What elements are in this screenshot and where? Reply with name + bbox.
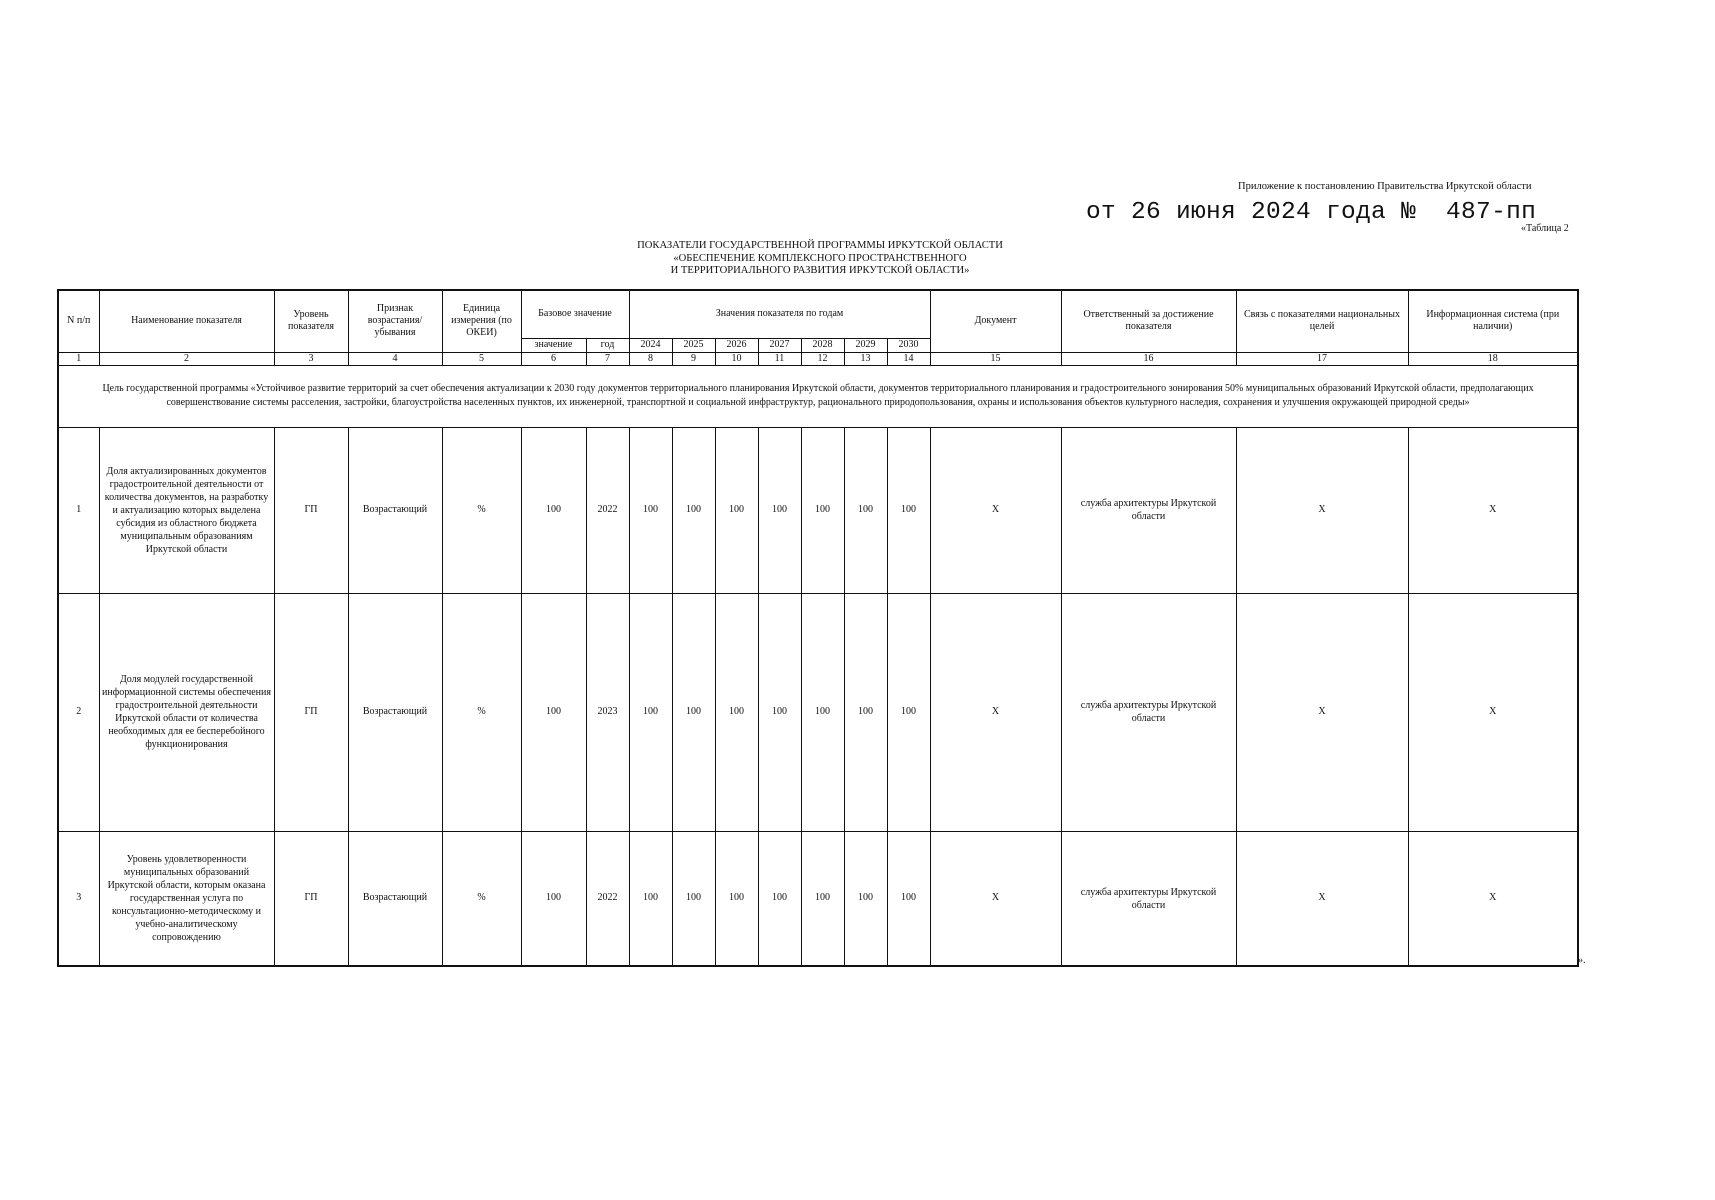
header-row: [58, 290, 1578, 338]
year-value: 100: [801, 831, 844, 966]
year-value: 100: [887, 427, 930, 593]
table-row: [58, 831, 1578, 966]
indicator-unit: %: [442, 593, 521, 831]
year-value: 100: [758, 593, 801, 831]
indicator-unit: %: [442, 831, 521, 966]
header-document: Документ: [930, 290, 1061, 352]
header-year: 2026: [715, 338, 758, 352]
closing-quote: ».: [1578, 955, 1586, 966]
title-line: «ОБЕСПЕЧЕНИЕ КОМПЛЕКСНОГО ПРОСТРАНСТВЕННОГО: [673, 252, 967, 264]
indicator-unit: %: [442, 427, 521, 593]
column-numbers-row: [58, 352, 1578, 365]
indicator-name: Уровень удовлетворенности муниципальных образований Иркутской области, которым оказана государственная услуга по консультационно-методическому и учебно-аналитическому сопровождению: [99, 831, 274, 966]
column-number: 8: [629, 352, 672, 365]
document-cell: Х: [930, 427, 1061, 593]
base-value: 100: [521, 427, 586, 593]
column-number: 18: [1408, 352, 1578, 365]
base-value: 100: [521, 593, 586, 831]
header-year: 2028: [801, 338, 844, 352]
column-number: 14: [887, 352, 930, 365]
indicator-level: ГП: [274, 831, 348, 966]
link-cell: Х: [1236, 427, 1408, 593]
base-year: 2022: [586, 427, 629, 593]
column-number: 17: [1236, 352, 1408, 365]
link-cell: Х: [1236, 831, 1408, 966]
row-num: 2: [58, 593, 99, 831]
table-row: [58, 593, 1578, 831]
column-number: 7: [586, 352, 629, 365]
year-value: 100: [715, 593, 758, 831]
table-number: «Таблица 2: [1521, 223, 1569, 234]
responsible-cell: служба архитектуры Иркутской области: [1061, 427, 1236, 593]
column-number: 2: [99, 352, 274, 365]
responsible-cell: служба архитектуры Иркутской области: [1061, 593, 1236, 831]
indicator-level: ГП: [274, 593, 348, 831]
year-value: 100: [672, 831, 715, 966]
year-value: 100: [715, 427, 758, 593]
info-system-cell: Х: [1408, 593, 1578, 831]
indicators-table: [57, 289, 1579, 967]
indicator-name: Доля актуализированных документов градостроительной деятельности от количества документов, на разработку и актуализацию которых выделена субсидия из областного бюджета муниципальным образованиям Иркутской области: [99, 427, 274, 593]
indicator-trend: Возрастающий: [348, 427, 442, 593]
year-value: 100: [672, 593, 715, 831]
column-number: 3: [274, 352, 348, 365]
column-number: 16: [1061, 352, 1236, 365]
header-year: 2030: [887, 338, 930, 352]
header-year: 2027: [758, 338, 801, 352]
column-number: 4: [348, 352, 442, 365]
header-year: 2025: [672, 338, 715, 352]
year-value: 100: [887, 831, 930, 966]
base-value: 100: [521, 831, 586, 966]
indicator-trend: Возрастающий: [348, 831, 442, 966]
column-number: 13: [844, 352, 887, 365]
column-number: 11: [758, 352, 801, 365]
goal-row: [58, 365, 1578, 427]
year-value: 100: [844, 831, 887, 966]
year-value: 100: [672, 427, 715, 593]
year-value: 100: [758, 427, 801, 593]
column-number: 5: [442, 352, 521, 365]
column-number: 6: [521, 352, 586, 365]
year-value: 100: [801, 427, 844, 593]
document-title: [560, 240, 1080, 278]
row-num: 3: [58, 831, 99, 966]
responsible-cell: служба архитектуры Иркутской области: [1061, 831, 1236, 966]
column-number: 10: [715, 352, 758, 365]
header-responsible: Ответственный за достижение показателя: [1061, 290, 1236, 352]
program-goal: Цель государственной программы «Устойчивое развитие территорий за счет обеспечения актуализации к 2030 году документов территориального планирования Иркутской области, документов территориального планирования и градостроительного зонирования 50% муниципальных образований Иркутской области, предполагающих совершенствование системы расселения, застройки, благоустройства населенных пунктов, их инженерной, транспортной и социальной инфраструктур, рационального природопользования, охраны и использования объектов культурного наследия, сохранения и улучшения окружающей природной среды»: [58, 365, 1578, 427]
column-number: 1: [58, 352, 99, 365]
table-row: [58, 427, 1578, 593]
year-value: 100: [629, 831, 672, 966]
year-value: 100: [887, 593, 930, 831]
link-cell: Х: [1236, 593, 1408, 831]
header-year: 2029: [844, 338, 887, 352]
row-num: 1: [58, 427, 99, 593]
header-base: Базовое значение: [521, 290, 629, 338]
header-name: Наименование показателя: [99, 290, 274, 352]
title-line: И ТЕРРИТОРИАЛЬНОГО РАЗВИТИЯ ИРКУТСКОЙ ОБЛАСТИ»: [670, 265, 970, 277]
column-number: 9: [672, 352, 715, 365]
year-value: 100: [629, 593, 672, 831]
header-trend: Признак возрастания/убывания: [348, 290, 442, 352]
base-year: 2022: [586, 831, 629, 966]
indicator-level: ГП: [274, 427, 348, 593]
year-value: 100: [844, 593, 887, 831]
header-level: Уровень показателя: [274, 290, 348, 352]
header-num: N п/п: [58, 290, 99, 352]
header-unit: Единица измерения (по ОКЕИ): [442, 290, 521, 352]
info-system-cell: Х: [1408, 427, 1578, 593]
document-cell: Х: [930, 831, 1061, 966]
appendix-note: Приложение к постановлению Правительства Иркутской области: [1238, 181, 1532, 192]
year-value: 100: [844, 427, 887, 593]
header-base-year: год: [586, 338, 629, 352]
info-system-cell: Х: [1408, 831, 1578, 966]
base-year: 2023: [586, 593, 629, 831]
indicator-name: Доля модулей государственной информационной системы обеспечения градостроительной деятельности Иркутской области от количества необходимых для ее бесперебойного функционирования: [99, 593, 274, 831]
header-year: 2024: [629, 338, 672, 352]
title-line: ПОКАЗАТЕЛИ ГОСУДАРСТВЕННОЙ ПРОГРАММЫ ИРКУТСКОЙ ОБЛАСТИ: [637, 240, 1003, 251]
header-info-system: Информационная система (при наличии): [1408, 290, 1578, 352]
document-cell: Х: [930, 593, 1061, 831]
decree-reference: от 26 июня 2024 года № 487-пп: [1086, 199, 1537, 226]
year-value: 100: [758, 831, 801, 966]
indicator-trend: Возрастающий: [348, 593, 442, 831]
year-value: 100: [629, 427, 672, 593]
header-by-years: Значения показателя по годам: [629, 290, 930, 338]
year-value: 100: [801, 593, 844, 831]
header-base-value: значение: [521, 338, 586, 352]
year-value: 100: [715, 831, 758, 966]
column-number: 12: [801, 352, 844, 365]
header-link: Связь с показателями национальных целей: [1236, 290, 1408, 352]
column-number: 15: [930, 352, 1061, 365]
